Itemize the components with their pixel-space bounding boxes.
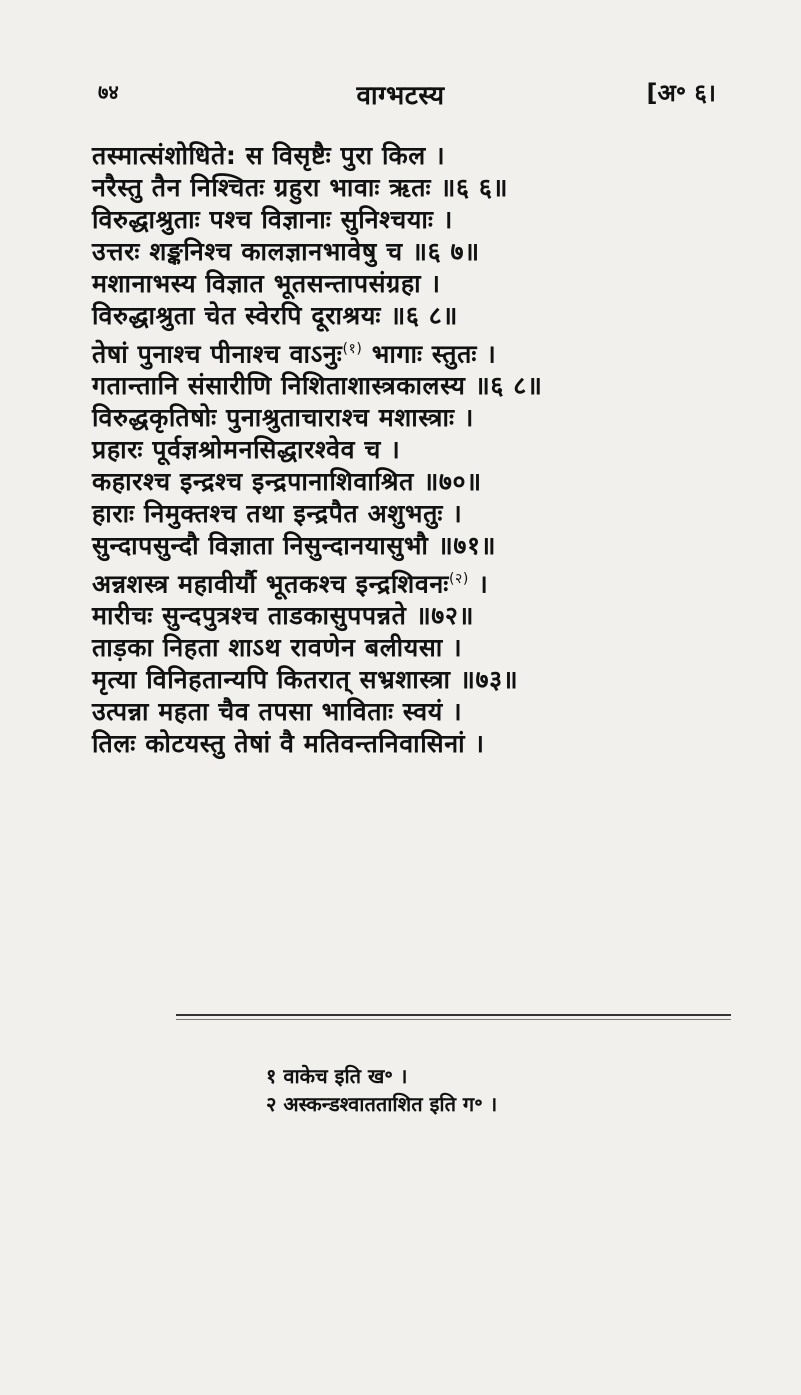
verse-line: [92, 333, 732, 370]
verse-line: [92, 563, 732, 600]
verse-line: [92, 728, 732, 760]
verse-line: [92, 300, 732, 332]
page-header: [0, 78, 801, 118]
verse-text: कहारश्च इन्द्रश्च इन्द्रपानाशिवाश्रित ॥७०॥: [92, 467, 482, 497]
verse-block: [92, 140, 732, 760]
verse-line: [92, 370, 732, 402]
footnote-separator: [176, 1014, 731, 1016]
footnote-reference: (२): [448, 570, 469, 587]
footnotes-block: [266, 1062, 726, 1118]
footnote: २ अस्कन्डश्वातताशित इति ग॰ ।: [266, 1092, 498, 1116]
verse-text: विरुद्धकृतिषोः पुनाश्रुताचाराश्च मशास्त्राः ।: [92, 403, 474, 433]
chapter-reference: [अ॰ ६।: [646, 79, 716, 107]
verse-text: ताड़का निहता शाऽथ रावणेन बलीयसा ।: [92, 633, 463, 663]
verse-line: [92, 172, 732, 204]
verse-text: हाराः निमुक्तश्च तथा इन्द्रपैत अशुभतुः ।: [92, 499, 463, 529]
verse-line: [92, 434, 732, 466]
footnote-reference: (१): [342, 340, 363, 357]
footnote: १ वाकेच इति ख॰ ।: [266, 1064, 408, 1088]
verse-text-tail: ।: [468, 568, 489, 598]
verse-text: उत्पन्ना महता चैव तपसा भाविताः स्वयं ।: [92, 697, 463, 727]
verse-text: तेषां पुनाश्च पीनाश्च वाऽनुः: [92, 338, 343, 368]
verse-text-tail: भागाः स्तुतः ।: [362, 338, 497, 368]
verse-line: [92, 402, 732, 434]
verse-line: [92, 140, 732, 172]
verse-text: उत्तरः शङ्कनिश्च कालज्ञानभावेषु च ॥६ ७॥: [92, 237, 480, 267]
verse-text: प्रहारः पूर्वज्ञश्रोमनसिद्धारश्वेव च ।: [92, 435, 401, 465]
verse-text: विरुद्धाश्रुताः पश्च विज्ञानाः सुनिश्चयाः ।: [92, 205, 453, 235]
running-title: वाग्भटस्य: [356, 81, 445, 111]
verse-text: तस्मात्संशोधिते: स विसृष्टैः पुरा किल ।: [92, 141, 446, 170]
verse-text: मृत्या विनिहतान्यपि कितरात् सभ्रशास्त्रा ॥७३॥: [92, 665, 519, 695]
verse-text: सुन्दापसुन्दौ विज्ञाता निसुन्दानयासुभौ ॥७१॥: [92, 531, 497, 561]
verse-line: [92, 466, 732, 498]
verse-text: विरुद्धाश्रुता चेत स्वेरपि दूराश्रयः ॥६ ८॥: [92, 301, 458, 331]
verse-line: [92, 530, 732, 562]
verse-text: अन्नशस्त्र महावीर्यौ भूतकश्च इन्द्रशिवनः: [92, 568, 449, 598]
page-number: ७४: [98, 80, 119, 104]
verse-line: [92, 236, 732, 268]
verse-text: मारीचः सुन्दपुत्रश्च ताडकासुपपन्नते ॥७२॥: [92, 600, 475, 630]
verse-line: [92, 204, 732, 236]
verse-line: [92, 268, 732, 300]
verse-text: नरैस्तु तैन निश्चितः ग्रहुरा भावाः ऋतः ॥६ ६॥: [92, 173, 509, 203]
verse-line: [92, 600, 732, 632]
verse-line: [92, 696, 732, 728]
verse-line: [92, 632, 732, 664]
verse-text: मशानाभस्य विज्ञात भूतसन्तापसंग्रहा ।: [92, 269, 441, 299]
verse-text: तिलः कोटयस्तु तेषां वै मतिवन्तनिवासिनां ।: [92, 729, 485, 759]
verse-line: [92, 498, 732, 530]
verse-line: [92, 664, 732, 696]
verse-text: गतान्तानि संसारीणि निशिताशास्त्रकालस्य ॥६ ८॥: [92, 370, 543, 400]
